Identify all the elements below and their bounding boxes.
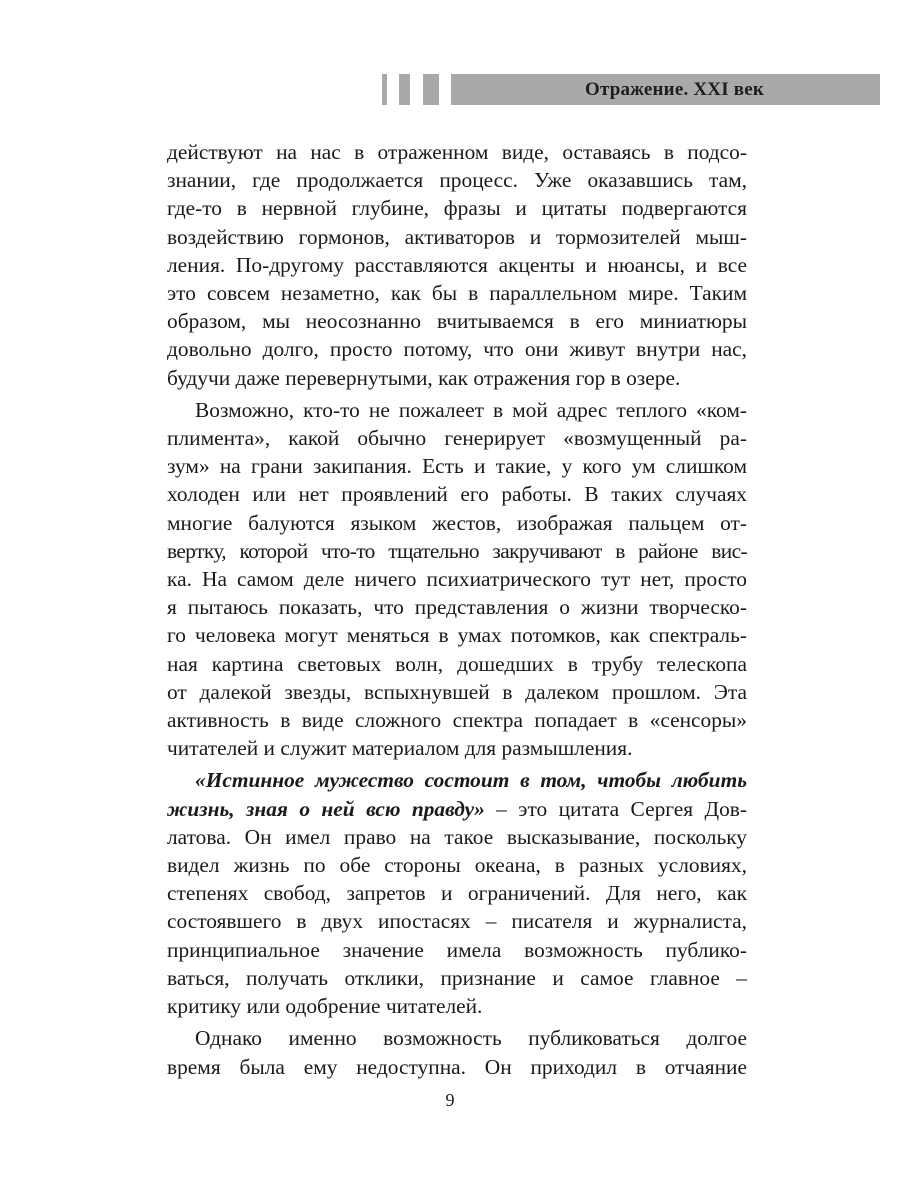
text-line: образом, мы неосознанно вчитываемся в его миниатюры xyxy=(167,309,747,334)
header-decor-block-2 xyxy=(399,74,410,105)
text-line: читателей и служит материалом для размышления. xyxy=(167,736,633,761)
text-line: видел жизнь по обе стороны океана, в разных условиях, xyxy=(167,853,747,878)
running-title: Отражение. XXI век xyxy=(584,79,764,100)
text-line xyxy=(167,795,747,823)
text-line: принципиальное значение имела возможность публико- xyxy=(167,937,747,962)
text-line: это совсем незаметно, как бы в параллельном мире. Таким xyxy=(167,281,747,306)
paragraph-4 xyxy=(167,1024,747,1080)
text-line: Однако именно возможность публиковаться долгое xyxy=(195,1026,747,1051)
text-line: зум» на грани закипания. Есть и такие, у кого ум слишком xyxy=(167,454,747,479)
text-line: довольно долго, просто потому, что они живут внутри нас, xyxy=(167,337,747,362)
text-line: действуют на нас в отраженном виде, оставаясь в подсо- xyxy=(167,140,747,164)
text-line: многие балуются языком жестов, изображая пальцем от- xyxy=(167,510,747,535)
dovlatov-quote-part-1: «Истинное мужество состоит в том, чтобы любить xyxy=(195,768,747,793)
text-line: степенях свобод, запретов и ограничений. Для него, как xyxy=(167,881,747,906)
page-text xyxy=(167,138,747,1085)
running-head xyxy=(0,74,900,106)
text-line: активность в виде сложного спектра попадает в «сенсоры» xyxy=(167,708,747,733)
text-line: холоден или нет проявлений его работы. В таких случаях xyxy=(167,482,747,507)
text-line: время была ему недоступна. Он приходил в отчаяние xyxy=(167,1054,747,1079)
paragraph-3 xyxy=(167,766,747,1020)
text-line: я пытаюсь показать, что представления о жизни творческо- xyxy=(167,595,747,620)
header-decor-block-1 xyxy=(382,74,387,105)
text-line: ваться, получать отклики, признание и самое главное – xyxy=(167,965,747,990)
text-line: будучи даже перевернутыми, как отражения гор в озере. xyxy=(167,365,681,390)
text-line xyxy=(167,766,747,794)
paragraph-2 xyxy=(167,396,747,763)
quote-attribution: – это цитата Сергея Дов- xyxy=(484,796,747,821)
text-line: где-то в нервной глубине, фразы и цитаты подвергаются xyxy=(167,196,747,221)
text-line: критику или одобрение читателей. xyxy=(167,994,483,1019)
text-line: воздействию гормонов, активаторов и тормозителей мыш- xyxy=(167,224,747,249)
text-line: состоявшего в двух ипостасях – писателя и журналиста, xyxy=(167,909,747,934)
paragraph-1 xyxy=(167,138,747,392)
text-line: ная картина световых волн, дошедших в трубу телескопа xyxy=(167,651,747,676)
page-number: 9 xyxy=(445,1090,455,1110)
text-line: го человека могут меняться в умах потомков, как спектраль- xyxy=(167,623,747,648)
text-line: от далекой звезды, вспыхнувшей в далеком прошлом. Эта xyxy=(167,679,747,704)
text-line: ка. На самом деле ничего психиатрического тут нет, просто xyxy=(167,567,747,592)
text-line: ления. По-другому расставляются акценты и нюансы, и все xyxy=(167,252,747,277)
text-line: знании, где продолжается процесс. Уже оказавшись там, xyxy=(167,168,747,193)
text-line: плимента», какой обычно генерирует «возмущенный ра- xyxy=(167,426,747,451)
text-line: латова. Он имел право на такое высказывание, поскольку xyxy=(167,824,747,849)
header-decor-block-3 xyxy=(423,74,439,105)
text-line: вертку, которой что-то тщательно закручивают в районе вис- xyxy=(167,538,747,563)
text-line: Возможно, кто-то не пожалеет в мой адрес теплого «ком- xyxy=(195,397,747,422)
dovlatov-quote-part-2: жизнь, зная о ней всю правду» xyxy=(167,796,485,821)
